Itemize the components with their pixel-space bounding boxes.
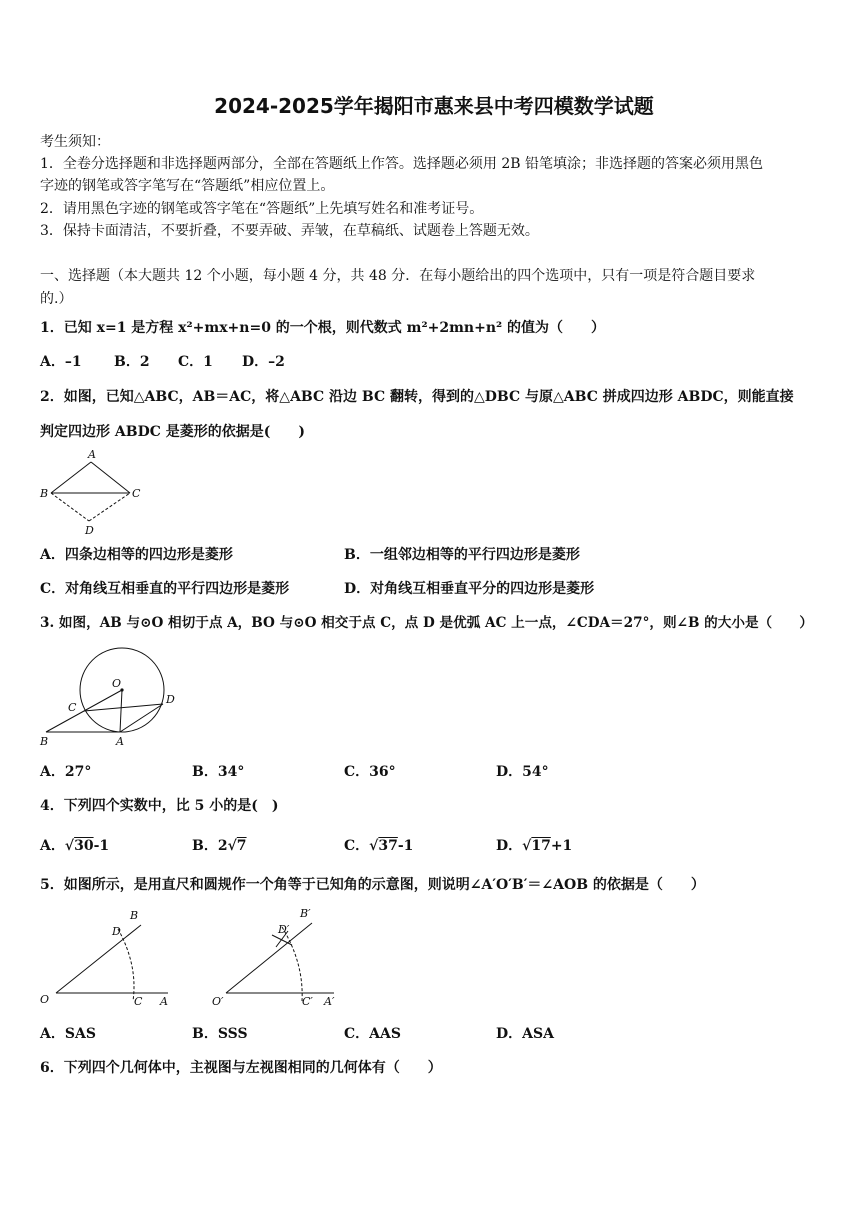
q2-option-d: D．对角线互相垂直平分的四边形是菱形 [344, 581, 595, 597]
angle-construction-left [36, 905, 186, 1015]
notice-heading: 考生须知： [40, 134, 110, 150]
q4-option-b [192, 836, 247, 856]
q3-option-d: D．54° [496, 764, 549, 780]
q4-option-c [344, 836, 413, 856]
q3-option-a: A．27° [40, 764, 92, 780]
label-b: B [40, 487, 49, 500]
sqrt-sign: √ [369, 838, 379, 854]
q1-option-c: C．1 [178, 354, 213, 370]
page-title: 2024-2025学年揭阳市惠来县中考四模数学试题 [214, 94, 654, 118]
label-a: A [88, 448, 96, 461]
option-letter: C． [344, 838, 370, 854]
question-4: 4．下列四个实数中，比 5 小的是( ) [40, 798, 279, 814]
label-o-prime: O′ [212, 995, 224, 1008]
label-b-prime: B′ [300, 907, 311, 920]
q4-option-a [40, 836, 109, 856]
q3-option-c: C．36° [344, 764, 396, 780]
sqrt-sign: √ [227, 838, 237, 854]
option-suffix: -1 [93, 838, 110, 854]
notice-line-2: 2．请用黑色字迹的钢笔或答字笔在“答题纸”上先填写姓名和准考证号。 [40, 201, 484, 217]
question-1: 1．已知 x=1 是方程 x²+mx+n=0 的一个根，则代数式 m²+2mn+n² 的值为（ ） [40, 320, 606, 336]
label-a: A [160, 995, 168, 1008]
label-o: O [112, 677, 122, 690]
q1-option-b: B．2 [114, 354, 150, 370]
notice-line-1a: 1．全卷分选择题和非选择题两部分，全部在答题纸上作答。选择题必须用 2B 铅笔填涂；非选择题的答案必须用黑色 [40, 156, 763, 172]
label-a-prime: A′ [324, 995, 335, 1008]
label-b: B [40, 735, 49, 748]
rhombus-figure [36, 448, 146, 540]
label-d: D [166, 693, 175, 706]
label-c: C [134, 995, 143, 1008]
label-d: D [112, 925, 121, 938]
notice-line-3: 3．保持卡面清洁，不要折叠，不要弄破、弄皱，在草稿纸、试题卷上答题无效。 [40, 223, 539, 239]
label-c: C [132, 487, 141, 500]
question-6: 6．下列四个几何体中，主视图与左视图相同的几何体有（ ） [40, 1060, 442, 1076]
q5-option-b: B．SSS [192, 1026, 248, 1042]
notice-line-1b: 字迹的钢笔或答字笔写在“答题纸”相应位置上。 [40, 178, 335, 194]
question-5: 5．如图所示，是用直尺和圆规作一个角等于已知角的示意图，则说明∠A′O′B′＝∠AOB 的依据是（ ） [40, 877, 705, 893]
option-suffix: -1 [397, 838, 414, 854]
q5-option-d: D．ASA [496, 1026, 554, 1042]
label-c: C [68, 701, 77, 714]
option-suffix: +1 [550, 838, 573, 854]
label-a: A [116, 735, 124, 748]
question-2-line-2: 判定四边形 ABDC 是菱形的依据是( ) [40, 424, 305, 440]
sqrt-sign: √ [64, 838, 75, 854]
radicand: 30 [74, 838, 94, 854]
q1-option-d: D．–2 [242, 354, 285, 370]
q2-option-a: A．四条边相等的四边形是菱形 [40, 547, 233, 563]
question-2-line-1: 2．如图，已知△ABC，AB＝AC，将△ABC 沿边 BC 翻转，得到的△DBC 与原△ABC 拼成四边形 ABDC，则能直接 [40, 389, 794, 405]
question-3: 3. 如图，AB 与⊙O 相切于点 A，BO 与⊙O 相交于点 C，点 D 是优弧 AC 上一点，∠CDA＝27°，则∠B 的大小是（ ） [40, 615, 813, 631]
q5-option-c: C．AAS [344, 1026, 401, 1042]
sqrt-sign: √ [522, 838, 532, 854]
label-d: D [85, 524, 94, 537]
option-letter: B． [192, 838, 218, 854]
option-letter: A． [40, 838, 65, 854]
radicand: 7 [236, 838, 247, 854]
q5-option-a: A．SAS [40, 1026, 96, 1042]
radicand: 37 [378, 838, 398, 854]
q4-option-d [496, 836, 572, 856]
label-o: O [40, 993, 50, 1006]
q2-option-b: B．一组邻边相等的平行四边形是菱形 [344, 547, 580, 563]
q3-option-b: B．34° [192, 764, 245, 780]
angle-construction-right [208, 905, 358, 1015]
section-heading-1: 一、选择题（本大题共 12 个小题，每小题 4 分，共 48 分．在每小题给出的四个选项中，只有一项是符合题目要求 [40, 268, 756, 284]
label-d-prime: D′ [278, 923, 290, 936]
option-prefix: 2 [217, 838, 228, 854]
radicand: 17 [531, 838, 551, 854]
circle-tangent-figure [36, 645, 186, 755]
section-heading-2: 的.） [40, 291, 73, 307]
option-letter: D． [496, 838, 523, 854]
q2-option-c: C．对角线互相垂直的平行四边形是菱形 [40, 581, 290, 597]
label-b: B [130, 909, 139, 922]
label-c-prime: C′ [302, 995, 313, 1008]
q1-option-a: A．–1 [40, 354, 82, 370]
